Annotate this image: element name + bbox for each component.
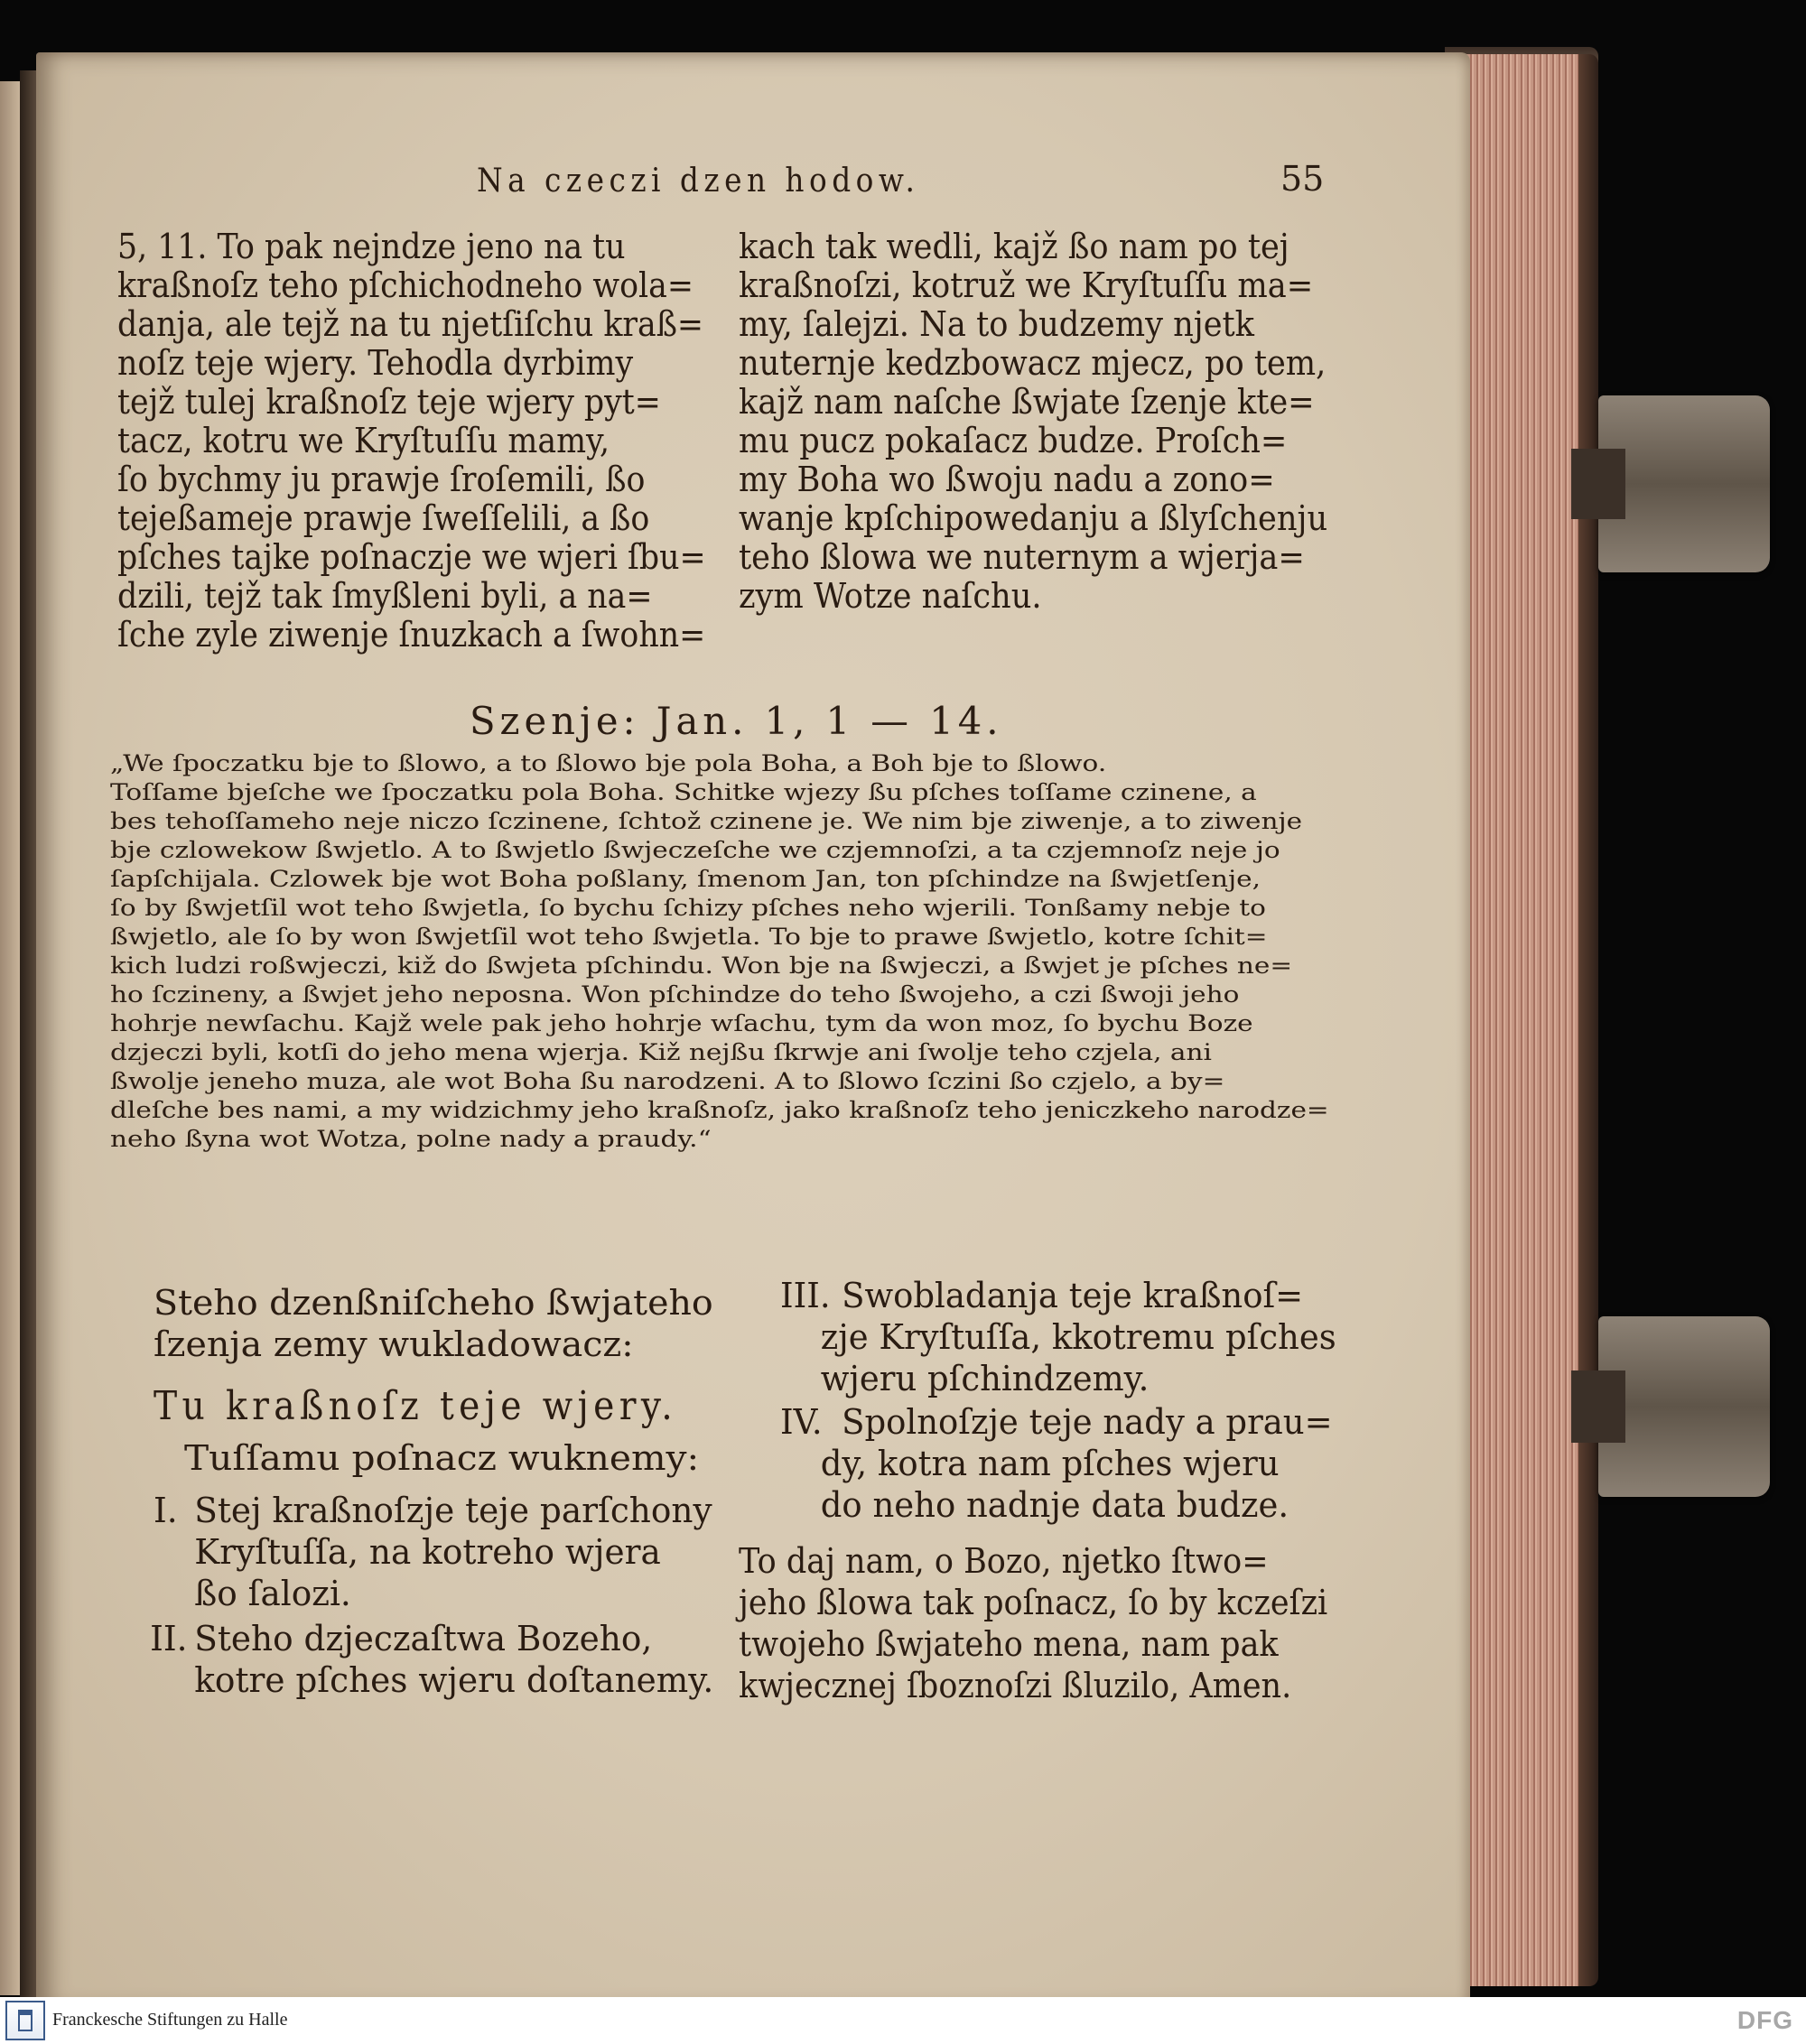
- text-line: tejeßameje prawje ſweſſelili, a ßo: [117, 498, 650, 538]
- quote-line: ſo by ßwjetſil wot teho ßwjetla, ſo bychu ſchizy pſches neho wjerili. Tonßamy nebje to: [110, 895, 1266, 921]
- point-line: Spolnoſzje teje nady a prau=: [842, 1402, 1333, 1442]
- viewer-footer: [0, 1997, 1806, 2044]
- quote-line: neho ßyna wot Wotza, polne nady a praudy.“: [110, 1126, 712, 1152]
- text-line: my Boha wo ßwoju nadu a zono=: [739, 460, 1275, 499]
- point-line: do neho nadnje data budze.: [820, 1485, 1289, 1525]
- subject-intro: Tuſſamu poſnacz wuknemy:: [184, 1438, 700, 1478]
- book-cover: [1578, 54, 1598, 1986]
- point-item: [780, 1275, 1336, 1399]
- text-line: To daj nam, o Bozo, njetko ſtwo=: [739, 1541, 1269, 1581]
- text-line: twojeho ßwjateho mena, nam pak: [739, 1624, 1279, 1664]
- quote-line: bes tehoſſameho neje niczo ſczinene, ſchtož czinene je. We nim bje ziwenje, a to ziwenje: [110, 808, 1303, 834]
- sermon-theme: Tu kraßnoſz teje wjery.: [154, 1383, 678, 1429]
- text-line: dzili, tejž tak ſmyßleni byli, a na=: [117, 576, 653, 616]
- funder-logo: DFG: [1736, 2006, 1793, 2034]
- lower-clasp: [1598, 1316, 1770, 1497]
- text-line: my, ſalejzi. Na to budzemy njetk: [739, 304, 1255, 344]
- point-line: dy, kotra nam pſches wjeru: [820, 1444, 1280, 1483]
- text-line: danja, ale tejž na tu njetſiſchu kraß=: [117, 304, 704, 344]
- point-line: ßo ſalozi.: [194, 1574, 351, 1613]
- text-line: teho ßlowa we nuternym a wjerja=: [739, 537, 1305, 577]
- upper-clasp: [1598, 395, 1770, 572]
- point-line: Swobladanja teje kraßnoſ=: [842, 1276, 1304, 1315]
- text-line: noſz teje wjery. Tehodla dyrbimy: [117, 343, 634, 383]
- point-line: kotre pſches wjeru doſtanemy.: [194, 1660, 714, 1700]
- point-number: II.: [150, 1619, 188, 1658]
- text-line: ſo bychmy ju prawje ſroſemili, ßo: [117, 460, 646, 499]
- lesson-text: [110, 749, 1329, 1154]
- point-line: Steho dzjeczaſtwa Bozeho,: [194, 1619, 653, 1658]
- text-line: kach tak wedli, kajž ßo nam po tej: [739, 227, 1289, 266]
- point-number: I.: [154, 1491, 178, 1530]
- text-line: kwjecznej ſboznoſzi ßluzilo, Amen.: [739, 1666, 1292, 1705]
- quote-line: dzjeczi byli, kotſi do jeho mena wjerja. Kiž nejßu ſkrwje ani ſwolje teho czjela, ani: [110, 1039, 1212, 1065]
- point-line: wjeru pſchindzemy.: [820, 1359, 1150, 1398]
- point-line: zje Kryſtuſſa, kkotremu pſches: [820, 1317, 1336, 1357]
- text-line: ſzenja zemy wukladowacz:: [154, 1324, 634, 1364]
- text-line: nuternje kedzbowacz mjecz, po tem,: [739, 343, 1327, 383]
- text-line: 5, 11. To pak nejndze jeno na tu: [117, 227, 626, 266]
- points-list-left: [150, 1490, 714, 1701]
- point-number: IV.: [780, 1402, 823, 1442]
- institution-logo-icon: [5, 2001, 45, 2040]
- point-item: [150, 1618, 714, 1701]
- quote-line: hohrje newſachu. Kajž wele pak jeho hohrje wſachu, tym da won moz, ſo bychu Boze: [110, 1010, 1253, 1036]
- points-list-right: [780, 1275, 1336, 1526]
- lesson-heading: Szenje: Jan. 1, 1 — 14.: [470, 699, 1003, 743]
- text-line: kraßnoſz teho pſchichodneho wola=: [117, 265, 694, 305]
- point-number: III.: [780, 1276, 831, 1315]
- quote-line: kich ludzi roßwjeczi, kiž do ßwjeta pſchindu. Won bje na ßwjeczi, a ßwjet je pſches ne=: [110, 952, 1293, 979]
- text-line: kajž nam naſche ßwjate ſzenje kte=: [739, 382, 1315, 422]
- quote-line: Toſſame bjeſche we ſpoczatku pola Boha. Schitke wjezy ßu pſches toſſame czinene, a: [110, 779, 1257, 805]
- quote-line: ho ſczineny, a ßwjet jeho neposna. Won pſchindze do teho ßwojeho, a czi ßwoji jeho: [110, 981, 1240, 1008]
- quote-line: ßwolje jeneho muza, ale wot Boha ßu narodzeni. A to ßlowo ſczini ßo czjelo, a by=: [110, 1068, 1225, 1094]
- quote-line: dleſche bes nami, a my widzichmy jeho kraßnoſz, jako kraßnoſz teho jeniczkeho narodze=: [110, 1097, 1329, 1123]
- text-line: wanje kpſchipowedanju a ßlyſchenju: [739, 498, 1328, 538]
- text-line: pſches tajke poſnaczje we wjeri ſbu=: [117, 537, 706, 577]
- point-item: [780, 1401, 1336, 1526]
- page-edges: [1461, 54, 1593, 1986]
- point-line: Kryſtuſſa, na kotreho wjera: [194, 1532, 661, 1572]
- text-line: Steho dzenßniſcheho ßwjateho: [154, 1283, 713, 1323]
- quote-line: ßwjetlo, ale ſo by won ßwjetſil wot teho ßwjetla. To bje to prawe ßwjetlo, kotre ſchit=: [110, 924, 1268, 950]
- contents-intro: [154, 1282, 713, 1365]
- closing-prayer: [739, 1540, 1327, 1706]
- text-line: ſche zyle ziwenje ſnuzkach a ſwohn=: [117, 615, 706, 655]
- text-line: tejž tulej kraßnoſz teje wjery pyt=: [117, 382, 661, 422]
- text-line: kraßnoſzi, kotruž we Kryſtuſſu ma=: [739, 265, 1314, 305]
- quote-line: „We ſpoczatku bje to ßlowo, a to ßlowo bje pola Boha, a Boh bje to ßlowo.: [110, 750, 1107, 776]
- page-number: 55: [1280, 159, 1325, 199]
- institution-name: Franckesche Stiftungen zu Halle: [52, 2010, 288, 2030]
- running-head: Na czeczi dzen hodow.: [477, 163, 920, 200]
- text-line: zym Wotze naſchu.: [739, 576, 1042, 616]
- text-column-left: [117, 228, 706, 655]
- point-line: Stej kraßnoſzje teje parſchony: [194, 1491, 712, 1530]
- quote-line: ſapſchijala. Czlowek bje wot Boha poßlany, ſmenom Jan, ton pſchindze na ßwjetſenje,: [110, 866, 1261, 892]
- text-line: tacz, kotru we Kryſtuſſu mamy,: [117, 421, 610, 460]
- quote-line: bje czlowekow ßwjetlo. A to ßwjetlo ßwjeczeſche we czjemnoſzi, a ta czjemnoſz neje jo: [110, 837, 1280, 863]
- text-line: jeho ßlowa tak poſnacz, ſo by kczeſzi: [739, 1583, 1328, 1622]
- text-column-right: [739, 228, 1327, 616]
- text-line: mu pucz pokaſacz budze. Proſch=: [739, 421, 1288, 460]
- point-item: [154, 1490, 713, 1614]
